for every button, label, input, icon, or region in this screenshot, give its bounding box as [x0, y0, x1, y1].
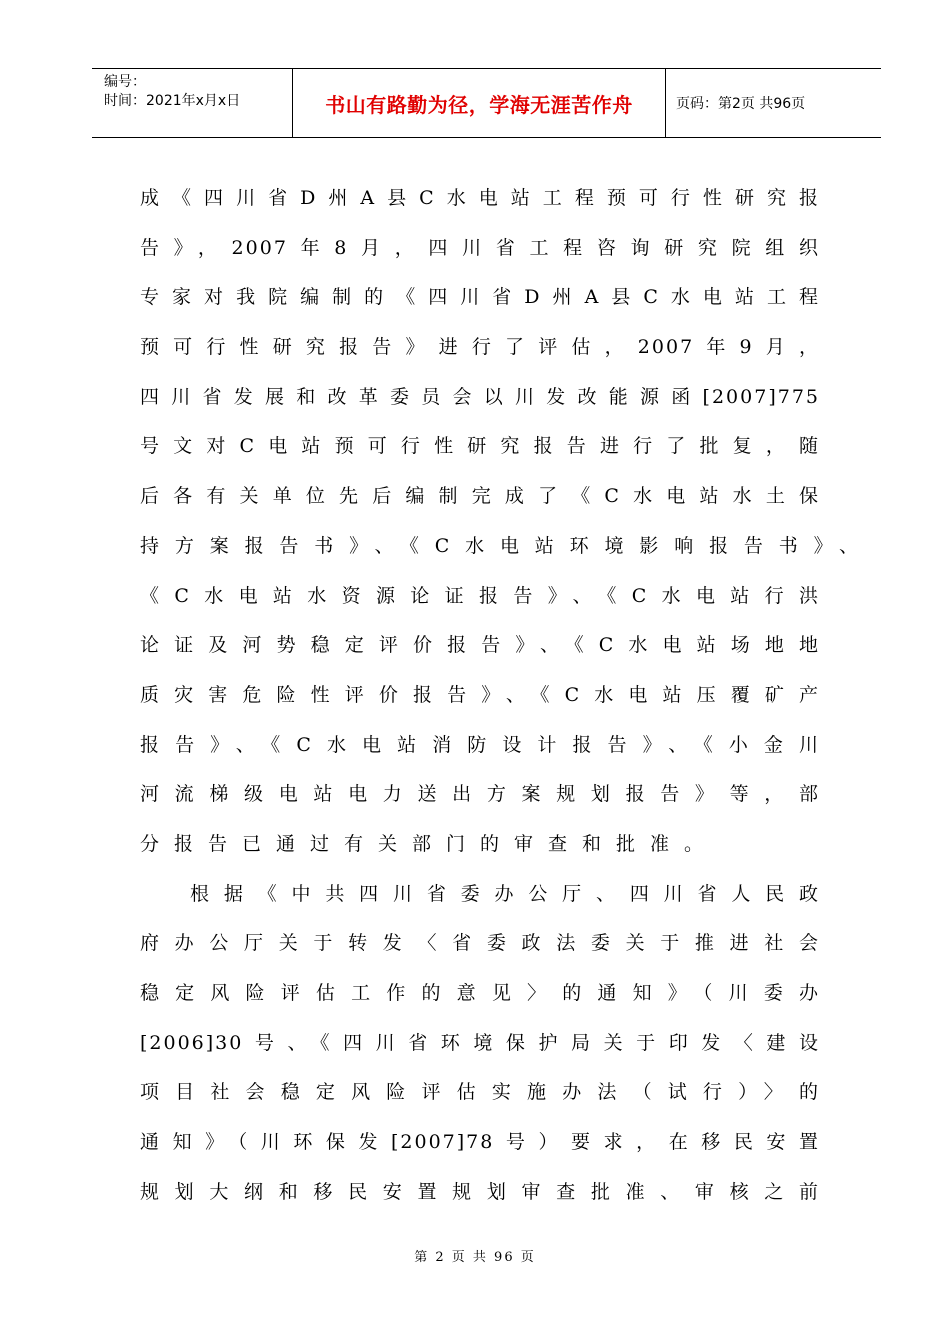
body-line: 后各有关单位先后编制完成了《C水电站水土保: [140, 485, 820, 508]
body-line: 持方案报告书》、《C水电站环境影响报告书》、: [140, 534, 860, 557]
body-line: 预可行性研究报告》进行了评估，2007年9月，: [140, 336, 820, 359]
header-page-info: 页码：第2页 共96页: [676, 96, 806, 112]
body-line: 论证及河势稳定评价报告》、《C水电站场地地: [140, 634, 820, 657]
body-line: 稳定风险评估工作的意见〉的通知》（川委办: [140, 982, 820, 1004]
document-time-label: 时间：2021年x月x日: [104, 93, 241, 109]
body-line: 项目社会稳定风险评估实施办法（试行）〉的: [140, 1081, 820, 1104]
document-number-label: 编号：: [104, 74, 146, 90]
body-line: 通知》（川环保发[2007]78号）要求，在移民安置: [140, 1131, 820, 1154]
body-line: [2006]30号、《四川省环境保护局关于印发〈建设: [140, 1031, 820, 1054]
body-line: 告》，2007年8月，四川省工程咨询研究院组织: [140, 236, 820, 259]
body-line: 规划大纲和移民安置规划审查批准、审核之前: [140, 1180, 820, 1203]
body-line-paragraph-start: 根据《中共四川省委办公厅、四川省人民政: [190, 882, 820, 905]
body-line: 专家对我院编制的《四川省D州A县C水电站工程: [140, 286, 820, 309]
document-body: [140, 174, 860, 1217]
page-header: [92, 68, 881, 138]
body-line: 四川省发展和改革委员会以川发改能源函[2007]775: [140, 385, 820, 408]
header-meta: [92, 69, 292, 137]
body-line: 《C水电站水资源论证报告》、《C水电站行洪: [140, 584, 820, 607]
body-line: 府办公厅关于转发〈省委政法委关于推进社会: [140, 932, 820, 955]
body-line: 号文对C电站预可行性研究报告进行了批复，随: [140, 435, 820, 458]
body-line: 分报告已通过有关部门的审查和批准。: [140, 832, 719, 855]
body-line: 报告》、《C水电站消防设计报告》、《小金川: [140, 733, 820, 756]
body-line: 质灾害危险性评价报告》、《C水电站压覆矿产: [140, 683, 820, 706]
body-line: 成《四川省D州A县C水电站工程预可行性研究报: [140, 187, 820, 209]
body-line: 河流梯级电站电力送出方案规划报告》等，部: [140, 783, 820, 806]
page-footer: 第 2 页 共 96 页: [414, 1250, 536, 1265]
header-motto: 书山有路勤为径，学海无涯苦作舟: [292, 69, 666, 137]
